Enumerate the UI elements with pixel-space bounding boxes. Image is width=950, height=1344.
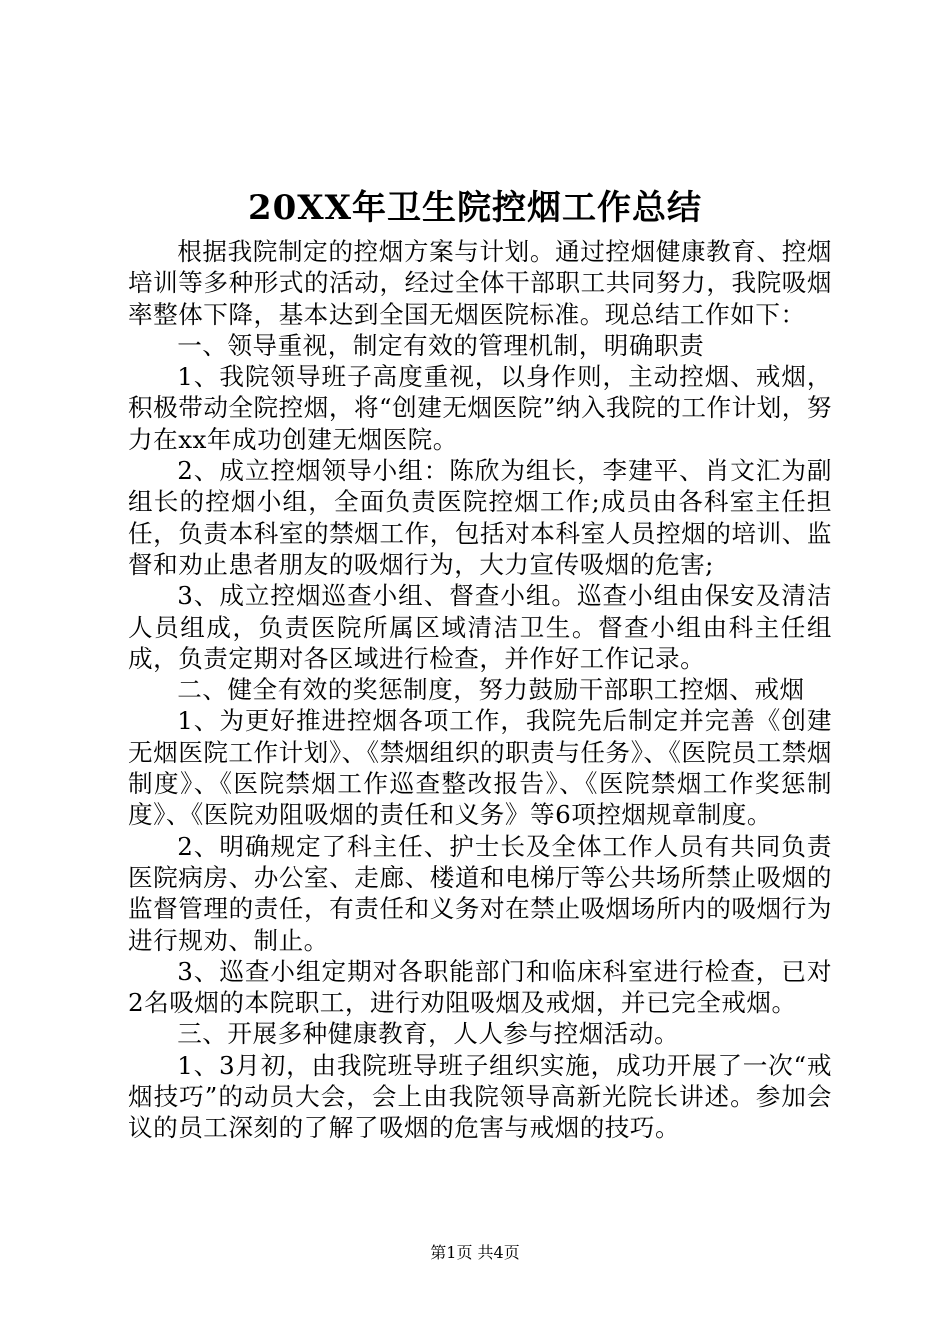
paragraph-2-1: 1、为更好推进控烟各项工作，我院先后制定并完善《创建无烟医院工作计划》、《禁烟组织的职责与任务》、《医院员工禁烟制度》、《医院禁烟工作巡查整改报告》、《医院禁烟工作奖惩制度》、《医院劝阻吸烟的责任和义务》等6项控烟规章制度。 <box>128 706 832 830</box>
paragraph-2-2: 2、明确规定了科主任、护士长及全体工作人员有共同负责医院病房、办公室、走廊、楼道和电梯厅等公共场所禁止吸烟的监督管理的责任，有责任和义务对在禁止吸烟场所内的吸烟行为进行规劝、制止。 <box>128 831 832 955</box>
paragraph-1-2: 2、成立控烟领导小组：陈欣为组长，李建平、肖文汇为副组长的控烟小组，全面负责医院控烟工作;成员由各科室主任担任，负责本科室的禁烟工作，包括对本科室人员控烟的培训、监督和劝止患者朋友的吸烟行为，大力宣传吸烟的危害; <box>128 456 832 579</box>
section-heading-2: 二、健全有效的奖惩制度，努力鼓励干部职工控烟、戒烟 <box>177 675 805 705</box>
paragraph-intro: 根据我院制定的控烟方案与计划。通过控烟健康教育、控烟培训等多种形式的活动，经过全体干部职工共同努力，我院吸烟率整体下降，基本达到全国无烟医院标准。现总结工作如下： <box>128 237 832 329</box>
paragraph-2-3: 3、巡查小组定期对各职能部门和临床科室进行检查，已对2名吸烟的本院职工，进行劝阻吸烟及戒烟，并已完全戒烟。 <box>128 956 832 1018</box>
section-heading-3: 三、开展多种健康教育，人人参与控烟活动。 <box>177 1019 680 1049</box>
section-heading-1: 一、领导重视，制定有效的管理机制，明确职责 <box>177 330 705 360</box>
document-title: 20XX年卫生院控烟工作总结 <box>247 188 703 228</box>
paragraph-3-1: 1、3月初，由我院班导班子组织实施，成功开展了一次“戒烟技巧”的动员大会，会上由我院领导高新光院长讲述。参加会议的员工深刻的了解了吸烟的危害与戒烟的技巧。 <box>128 1050 832 1143</box>
paragraph-1-1: 1、我院领导班子高度重视，以身作则，主动控烟、戒烟，积极带动全院控烟，将“创建无烟医院”纳入我院的工作计划，努力在xx年成功创建无烟医院。 <box>128 362 832 454</box>
paragraph-1-3: 3、成立控烟巡查小组、督查小组。巡查小组由保安及清洁人员组成，负责医院所属区域清洁卫生。督查小组由科主任组成，负责定期对各区域进行检查，并作好工作记录。 <box>128 581 832 673</box>
page-number-footer: 第1页 共4页 <box>430 1243 520 1262</box>
document-body <box>128 236 832 1144</box>
